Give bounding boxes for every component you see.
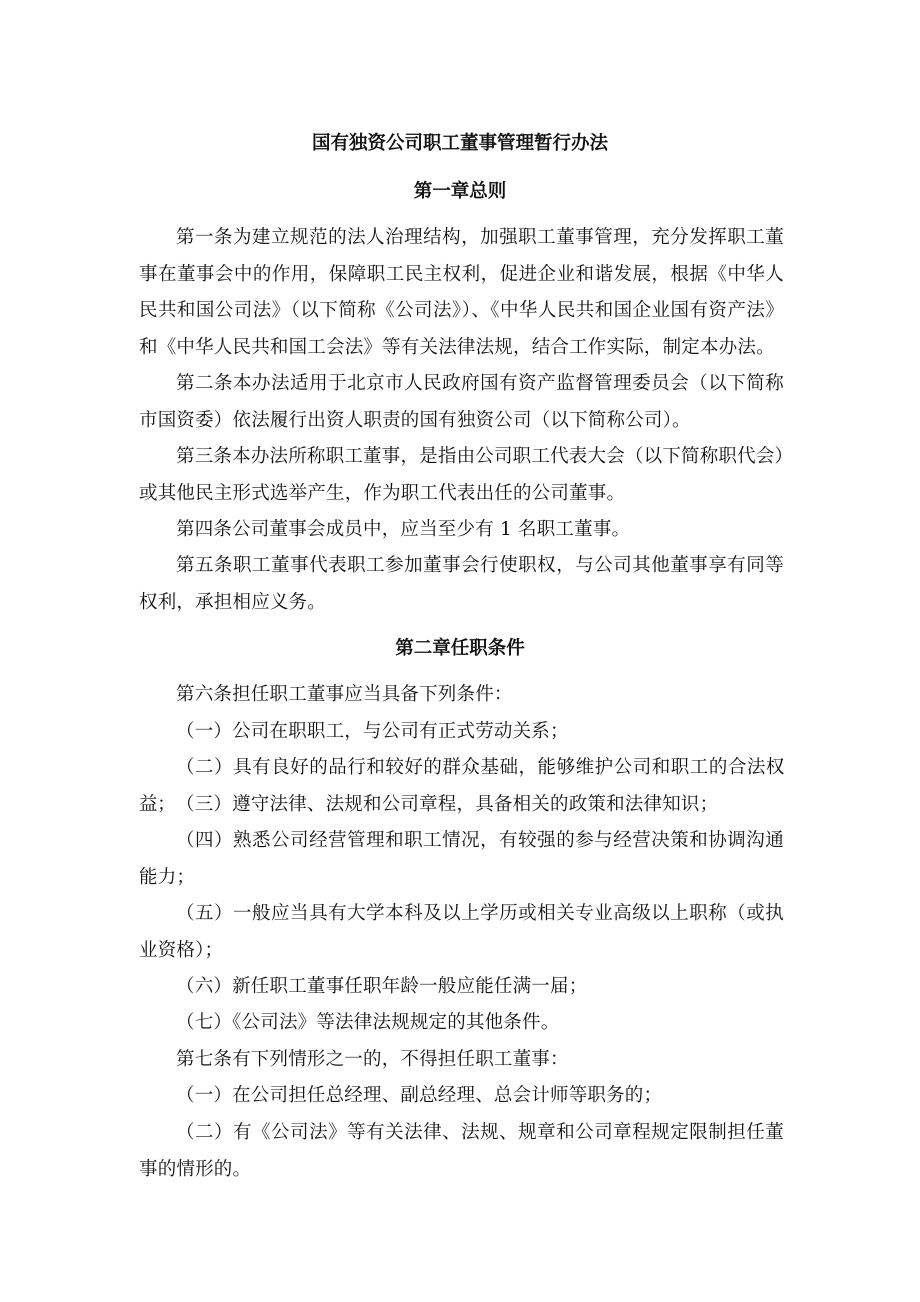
- article-7: 第七条有下列情形之一的，不得担任职工董事：: [176, 1049, 569, 1070]
- article-7-item-1: （一）在公司担任总经理、副总经理、总会计师等职务的；: [176, 1085, 663, 1106]
- article-2: 第二条本办法适用于北京市人民政府国有资产监督管理委员会（以下简称市国资委）依法履行出资人职责的国有独资公司（以下简称公司）。: [139, 373, 784, 431]
- article-5: 第五条职工董事代表职工参加董事会行使职权，与公司其他董事享有同等权利，承担相应义务。: [139, 555, 784, 613]
- article-6-item-4: （四）熟悉公司经营管理和职工情况，有较强的参与经营决策和协调沟通能力；: [139, 830, 784, 888]
- article-1: 第一条为建立规范的法人治理结构，加强职工董事管理，充分发挥职工董事在董事会中的作用，保障职工民主权利，促进企业和谐发展，根据《中华人民共和国公司法》（以下简称《公司法》）、《中华人民共和国企业国有资产法》和《中华人民共和国工会法》等有关法律法规，结合工作实际，制定本办法。: [139, 227, 784, 358]
- article-6-item-5: （五）一般应当具有大学本科及以上学历或相关专业高级以上职称（或执业资格）；: [139, 903, 784, 961]
- article-7-item-2: （二）有《公司法》等有关法律、法规、规章和公司章程规定限制担任董事的情形的。: [139, 1122, 784, 1180]
- article-6-item-3: （三）遵守法律、法规和公司章程，具备相关的政策和法律知识；: [176, 794, 719, 815]
- chapter-2-heading: 第二章任职条件: [395, 638, 525, 659]
- article-6-item-1: （一）公司在职职工，与公司有正式劳动关系；: [176, 721, 569, 742]
- document-title: 国有独资公司职工董事管理暂行办法: [311, 133, 608, 154]
- article-6-item-6: （六）新任职工董事任职年龄一般应能任满一届；: [176, 976, 588, 997]
- article-6-item-2: （二）具有良好的品行和较好的群众基础，能够维护公司和职工的合法权益；: [139, 757, 784, 815]
- article-3: 第三条本办法所称职工董事，是指由公司职工代表大会（以下简称职代会）或其他民主形式选举产生，作为职工代表出任的公司董事。: [139, 446, 784, 504]
- article-6-item-7: （七）《公司法》等法律法规规定的其他条件。: [176, 1012, 560, 1033]
- article-4: 第四条公司董事会成员中，应当至少有 1 名职工董事。: [176, 519, 631, 540]
- chapter-1-heading: 第一章总则: [413, 181, 507, 202]
- article-6: 第六条担任职工董事应当具备下列条件：: [176, 684, 513, 705]
